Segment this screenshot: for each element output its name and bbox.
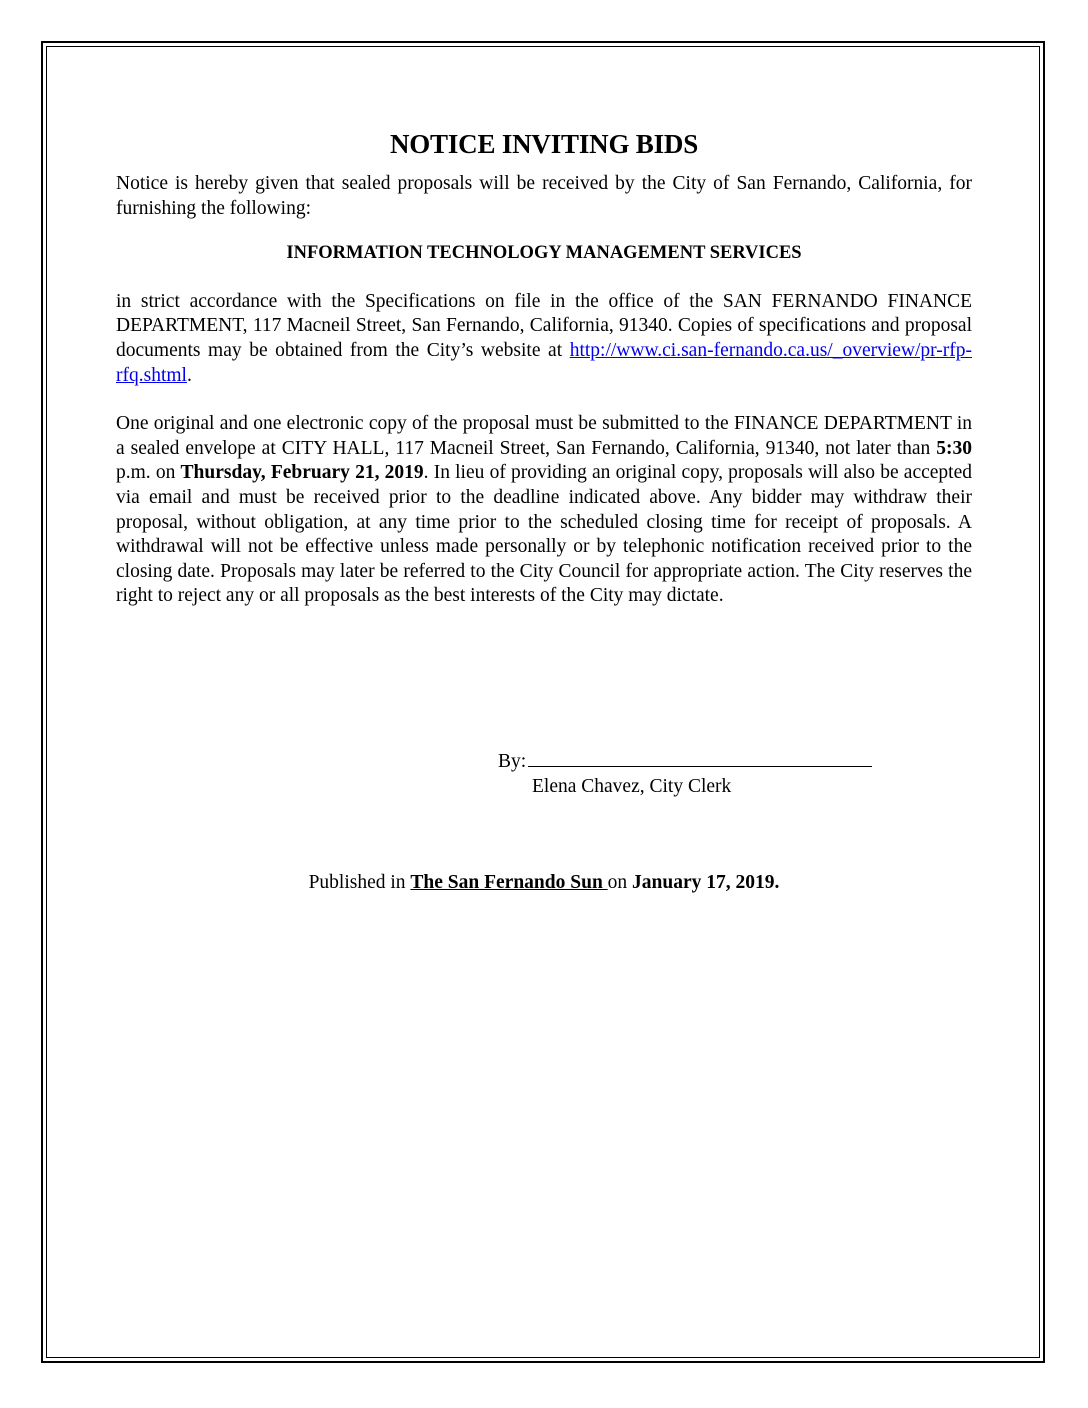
- publication-date: January 17, 2019.: [632, 872, 780, 893]
- specifications-paragraph: [116, 290, 972, 388]
- publication-middle: on: [607, 872, 633, 893]
- submission-paragraph: [116, 412, 972, 609]
- publication-paper: The San Fernando Sun: [410, 872, 608, 893]
- service-heading: INFORMATION TECHNOLOGY MANAGEMENT SERVICES: [286, 243, 802, 264]
- signature-block: [498, 748, 872, 799]
- city-website-link[interactable]: http://www.ci.san-fernando.ca.us/_overview/pr-rfp-rfq.shtml: [116, 339, 972, 386]
- intro-paragraph: Notice is hereby given that sealed proposals will be received by the City of San Fernando, California, for furnishing the following:: [116, 173, 972, 219]
- submission-text-1: One original and one electronic copy of the proposal must be submitted to the FINANCE DEPARTMENT in a sealed envelope at CITY HALL, 117 Macneil Street, San Fernando, California, 91340, not later than: [116, 413, 972, 459]
- signatory-name: Elena Chavez, City Clerk: [532, 776, 732, 797]
- notice-body: [116, 126, 972, 609]
- submission-text-3: . In lieu of providing an original copy, proposals will also be accepted via email and must be received prior to the deadline indicated above. Any bidder may withdraw their proposal, without obligation, at any time prior to the scheduled closing time for receipt of proposals. A withdrawal will not be effective unless made personally or by telephonic notification received prior to the closing date. Proposals may later be referred to the City Council for appropriate action. The City reserves the right to reject any or all proposals as the best interests of the City may dictate.: [116, 462, 972, 607]
- publication-prefix: Published in: [308, 872, 411, 893]
- deadline-time: 5:30: [936, 437, 972, 459]
- notice-title: NOTICE INVITING BIDS: [389, 129, 699, 159]
- specifications-end: .: [186, 364, 192, 386]
- specifications-text: in strict accordance with the Specifications on file in the office of the SAN FERNANDO FINANCE DEPARTMENT, 117 Macneil Street, San Fernando, California, 91340. Copies of specifications and proposal documents may be obtained from the City’s website at: [116, 290, 972, 361]
- deadline-date: Thursday, February 21, 2019: [180, 462, 424, 484]
- signature-line-row: [498, 748, 872, 774]
- signature-line: [528, 748, 872, 767]
- by-label: By:: [498, 751, 527, 772]
- submission-text-2: p.m. on: [116, 462, 181, 484]
- publication-line: [116, 870, 972, 895]
